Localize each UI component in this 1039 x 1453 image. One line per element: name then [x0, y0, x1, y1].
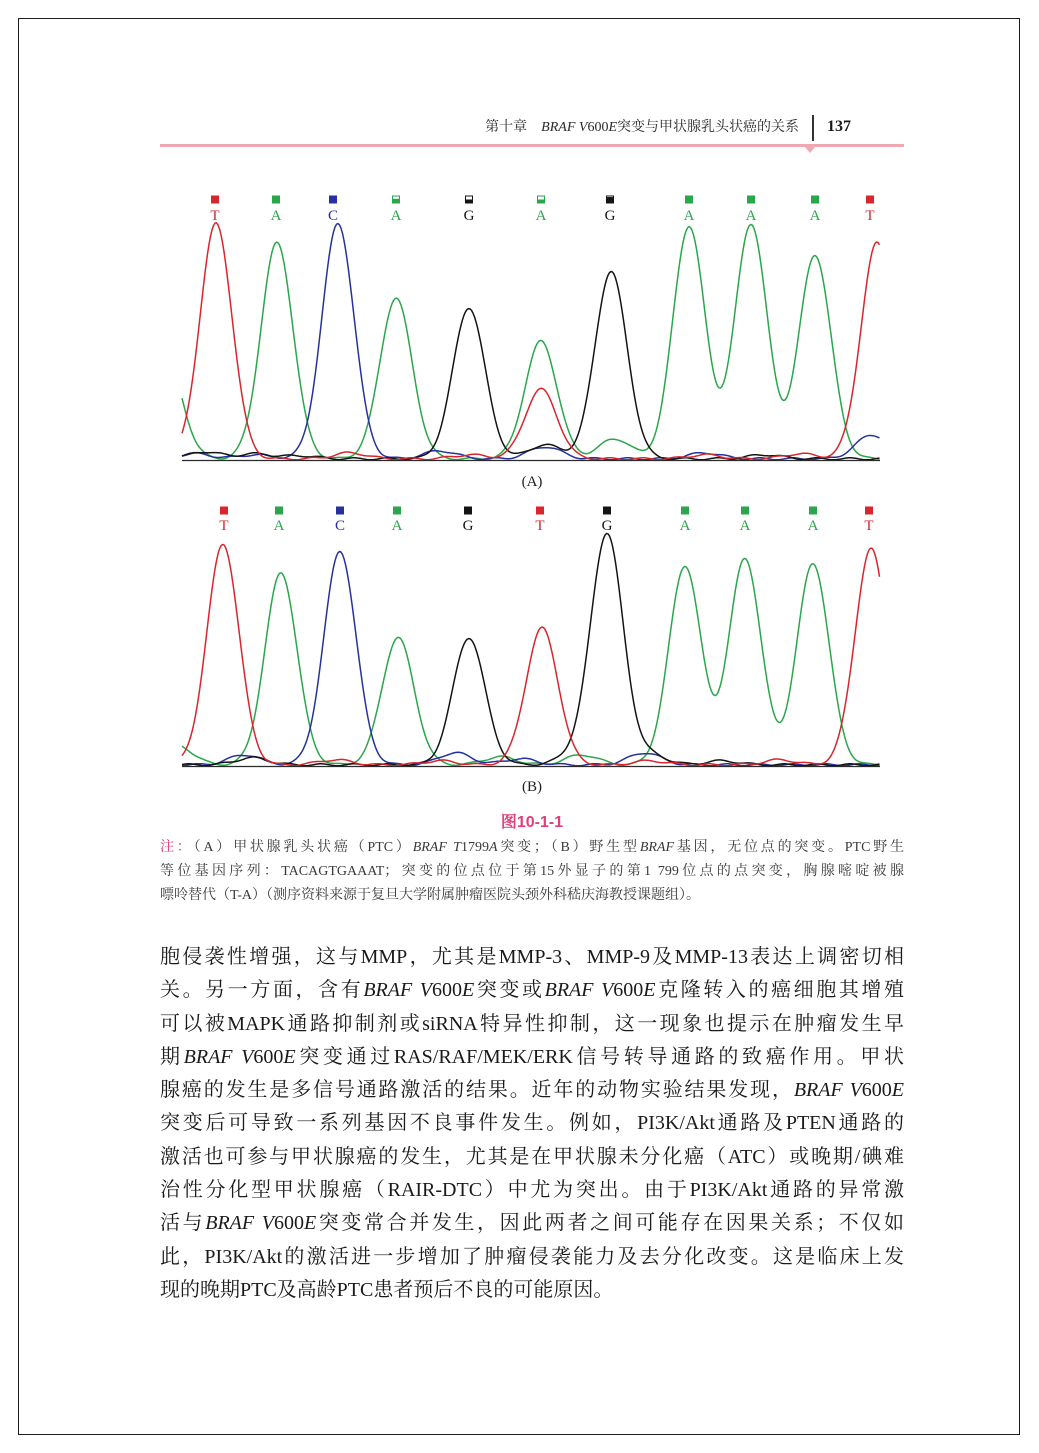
figure-note: [160, 836, 904, 908]
base-call-a: A: [683, 208, 695, 224]
quality-marker-fill: [538, 200, 545, 204]
quality-marker-fill: [686, 196, 693, 203]
text-run: 突变；（B）野生型: [497, 840, 640, 855]
italic-term: E: [643, 979, 656, 1002]
header-rule: [160, 144, 904, 147]
italic-term: BRAF: [639, 840, 675, 855]
text-run: 突变常合并发生，因此两者之间可能存在因果关系；不仅如: [316, 1212, 904, 1235]
text-run: 600: [253, 1045, 284, 1068]
text-run: 克隆转入的癌细胞其增殖: [655, 979, 904, 1002]
body-line: [160, 1008, 904, 1041]
base-call-t: T: [865, 208, 875, 224]
italic-term: A: [488, 840, 498, 855]
quality-marker-fill: [812, 196, 819, 203]
base-call-g: G: [601, 518, 613, 534]
base-call-c: C: [334, 518, 346, 534]
text-run: 600: [432, 979, 463, 1002]
italic-term: BRAF V: [205, 1212, 274, 1235]
text-run: 胞侵袭性增强，这与MMP，尤其是MMP-3、MMP-9及MMP-13表达上调密切相: [160, 946, 904, 968]
italic-term: BRAF V: [363, 979, 433, 1002]
text-run: 激活也可参与甲状腺癌的发生，尤其是在甲状腺未分化癌（ATC）或晚期/碘难: [160, 1145, 904, 1168]
text-run: （A）甲状腺乳头状癌（PTC）: [193, 840, 413, 855]
base-call-a: A: [535, 208, 547, 224]
base-call-g: G: [462, 518, 474, 534]
italic-term: BRAF V: [541, 120, 588, 135]
quality-marker-fill: [465, 507, 472, 514]
base-call-a: A: [807, 518, 819, 534]
text-run: 600: [613, 979, 644, 1002]
quality-marker-fill: [867, 196, 874, 203]
quality-marker-fill: [394, 507, 401, 514]
body-line: [160, 1174, 904, 1207]
body-paragraph: [160, 941, 904, 1307]
running-head-title: [541, 120, 799, 135]
base-call-a: A: [809, 208, 821, 224]
running-head-chapter: 第十章: [485, 120, 528, 135]
body-line: [160, 974, 904, 1007]
base-call-t: T: [535, 518, 545, 534]
text-run: 嘌呤替代（T-A）（测序资料来源于复旦大学附属肿瘤医院头颈外科嵇庆海教授课题组）。: [160, 888, 701, 903]
base-call-t: T: [210, 208, 220, 224]
text-run: 现的晚期PTC及高龄PTC患者预后不良的可能原因。: [160, 1278, 614, 1301]
italic-term: BRAF V: [544, 979, 614, 1002]
chromatogram-panel-a: [160, 190, 900, 475]
italic-term: BRAF V: [793, 1079, 862, 1102]
note-label: 注：: [160, 840, 194, 855]
page-number: 137: [827, 118, 851, 135]
trace-t: [182, 223, 880, 460]
text-run: 突变后可导致一系列基因不良事件发生。例如，PI3K/Akt通路及PTEN通路的: [160, 1112, 904, 1135]
body-line: [160, 1107, 904, 1140]
panel-label-a: (A): [521, 474, 543, 490]
quality-marker-fill: [337, 507, 344, 514]
text-run: 突变或: [474, 979, 545, 1002]
base-call-a: A: [270, 208, 282, 224]
running-head: [485, 118, 799, 138]
quality-marker-fill: [221, 507, 228, 514]
quality-marker-fill: [748, 196, 755, 203]
header-rule-notch: [805, 147, 815, 153]
italic-term: E: [462, 979, 475, 1002]
base-call-a: A: [679, 518, 691, 534]
running-head-text: 600: [587, 120, 609, 135]
body-line: [160, 1141, 904, 1174]
base-call-c: C: [327, 208, 339, 224]
figure-caption: 图10-1-1: [500, 814, 564, 831]
text-run: 等位基因序列：TACAGTGAAAT；突变的位点位于第15外显子的第1 799位点的点突变，胸腺嘧啶被腺: [160, 864, 904, 879]
trace-c: [182, 224, 880, 460]
quality-marker-fill: [330, 196, 337, 203]
quality-marker-fill: [810, 507, 817, 514]
text-run: 突变通过RAS/RAF/MEK/ERK信号转导通路的致癌作用。甲状: [295, 1045, 904, 1068]
text-run: 600: [861, 1079, 892, 1102]
body-line: [160, 1041, 904, 1074]
running-head-divider: [812, 115, 814, 141]
chromatogram-panel-b: [160, 496, 900, 781]
text-run: 关。另一方面，含有: [160, 979, 364, 1002]
text-run: 腺癌的发生是多信号通路激活的结果。近年的动物实验结果发现，: [160, 1079, 794, 1102]
italic-term: E: [303, 1212, 317, 1235]
base-call-t: T: [219, 518, 229, 534]
italic-term: E: [608, 120, 617, 135]
panel-label-b: (B): [522, 779, 542, 795]
body-line: [160, 1207, 904, 1240]
text-run: 此，PI3K/Akt的激活进一步增加了肿瘤侵袭能力及去分化改变。这是临床上发: [160, 1245, 904, 1268]
quality-marker-fill: [604, 507, 611, 514]
text-run: 1799: [460, 840, 489, 855]
quality-marker-fill: [466, 200, 473, 204]
body-line: [160, 1241, 904, 1274]
note-line: [160, 884, 904, 908]
quality-marker-fill: [607, 197, 614, 203]
trace-g: [182, 534, 880, 766]
base-call-a: A: [745, 208, 757, 224]
body-line: [160, 1074, 904, 1107]
text-run: 基因，无位点的突变。PTC野生: [674, 840, 904, 855]
quality-marker-fill: [742, 507, 749, 514]
text-run: 治性分化型甲状腺癌（RAIR-DTC）中尤为突出。由于PI3K/Akt通路的异常激: [160, 1179, 904, 1202]
text-run: 600: [273, 1212, 304, 1235]
quality-marker-fill: [537, 507, 544, 514]
note-line: [160, 860, 904, 884]
text-run: 活与: [160, 1212, 206, 1235]
base-call-g: G: [463, 208, 475, 224]
base-call-a: A: [391, 518, 403, 534]
quality-marker-fill: [866, 507, 873, 514]
trace-t: [182, 544, 880, 765]
base-call-a: A: [273, 518, 285, 534]
quality-marker-fill: [212, 196, 219, 203]
italic-term: E: [283, 1045, 296, 1068]
italic-term: E: [891, 1079, 904, 1102]
text-run: 期: [160, 1045, 184, 1068]
italic-term: BRAF V: [183, 1045, 254, 1068]
base-call-g: G: [604, 208, 616, 224]
quality-marker-fill: [682, 507, 689, 514]
quality-marker-fill: [276, 507, 283, 514]
base-call-a: A: [739, 518, 751, 534]
quality-marker-fill: [393, 199, 400, 203]
base-call-a: A: [390, 208, 402, 224]
quality-marker-fill: [273, 196, 280, 203]
trace-a: [182, 225, 880, 460]
body-line: [160, 941, 904, 974]
italic-term: BRAF T: [412, 840, 461, 855]
base-call-t: T: [864, 518, 874, 534]
note-line: [160, 836, 904, 860]
running-head-text: 突变与甲状腺乳头状癌的关系: [617, 120, 799, 135]
body-line: [160, 1274, 904, 1307]
text-run: 可以被MAPK通路抑制剂或siRNA特异性抑制，这一现象也提示在肿瘤发生早: [160, 1012, 904, 1035]
